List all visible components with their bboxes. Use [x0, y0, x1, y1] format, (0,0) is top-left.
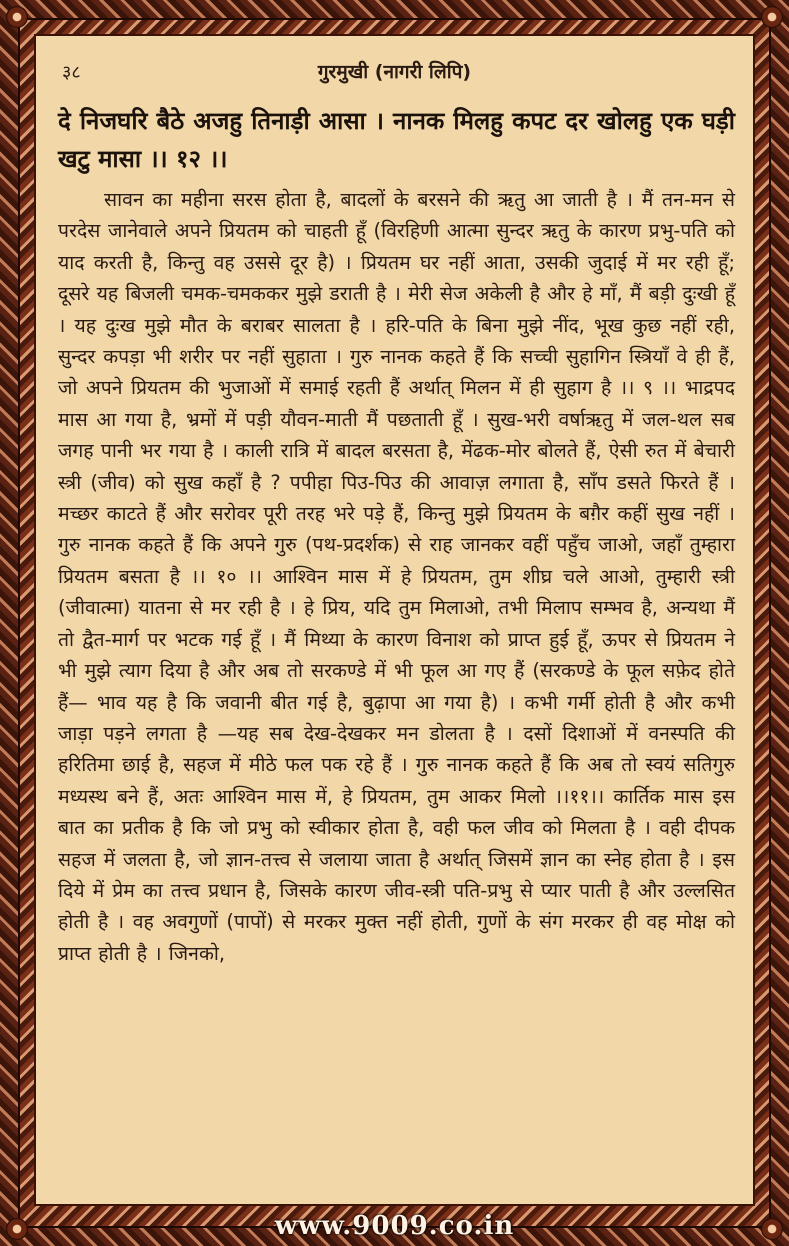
footer [0, 1206, 789, 1246]
corner-ornament-icon [761, 6, 783, 28]
page-paper [34, 34, 755, 1206]
running-head: गुरमुखी (नागरी लिपि) [317, 61, 472, 83]
corner-ornament-icon [6, 6, 28, 28]
footer-url-link[interactable]: www.9009.co.in [274, 1211, 515, 1241]
body-paragraph: सावन का महीना सरस होता है, बादलों के बरसने की ऋतु आ जाती है । मैं तन-मन से परदेस जानेवाले अपने प्रियतम को चाहती हूँ (विरहिणी आत्मा सुन्दर ऋतु के कारण प्रभु-पति को याद करती है, किन्तु वह उससे दूर है) । प्रियतम घर नहीं आता, उसकी जुदाई में मर रही हूँ; दूसरे यह बिजली चमक-चमककर मुझे डराती है । मेरी सेज अकेली है और हे माँ, मैं बड़ी दुःखी हूँ । यह दुःख मुझे मौत के बराबर सालता है । हरि-पति के बिना मुझे नींद, भूख कुछ नहीं रही, सुन्दर कपड़ा भी शरीर पर नहीं सुहाता । गुरु नानक कहते हैं कि सच्ची सुहागिन स्त्रियाँ वे ही हैं, जो अपने प्रियतम की भुजाओं में समाई रहती हैं अर्थात् मिलन में ही सुहाग है ।। ९ ।। भाद्रपद मास आ गया है, भ्रमों में पड़ी यौवन-माती मैं पछताती हूँ । सुख-भरी वर्षाऋतु में जल-थल सब जगह पानी भर गया है । काली रात्रि में बादल बरसता है, मेंढक-मोर बोलते हैं, ऐसी रुत में बेचारी स्त्री (जीव) को सुख कहाँ है ? पपीहा पिउ-पिउ की आवाज़ लगाता है, साँप डसते फिरते हैं । मच्छर काटते हैं और सरोवर पूरी तरह भरे पड़े हैं, किन्तु मुझे प्रियतम के बग़ैर कहीं सुख नहीं । गुरु नानक कहते हैं कि अपने गुरु (पथ-प्रदर्शक) से राह जानकर वहीं पहुँच जाओ, जहाँ तुम्हारा प्रियतम बसता है ।। १० ।। आश्विन मास में हे प्रियतम, तुम शीघ्र चले आओ, तुम्हारी स्त्री (जीवात्मा) यातना से मर रही है । हे प्रिय, यदि तुम मिलाओ, तभी मिलाप सम्भव है, अन्यथा मैं तो द्वैत-मार्ग पर भटक गई हूँ । मैं मिथ्या के कारण विनाश को प्राप्त हुई हूँ, ऊपर से प्रियतम ने भी मुझे त्याग दिया है और अब तो सरकण्डे में भी फूल आ गए हैं (सरकण्डे के फूल सफ़ेद होते हैं— भाव यह है कि जवानी बीत गई है, बुढ़ापा आ गया है) । कभी गर्मी होती है और कभी जाड़ा पड़ने लगता है —यह सब देख-देखकर मन डोलता है । दसों दिशाओं में वनस्पति की हरितिमा छाई है, सहज में मीठे फल पक रहे हैं । गुरु नानक कहते हैं कि अब तो स्वयं सतिगुरु मध्यस्थ बने हैं, अतः आश्विन मास में, हे प्रियतम, तुम आकर मिलो ।।११।। कार्तिक मास इस बात का प्रतीक है कि जो प्रभु को स्वीकार होता है, वही फल जीव को मिलता है । वही दीपक सहज में जलता है, जो ज्ञान-तत्त्व से जलाया जाता है अर्थात् जिसमें ज्ञान का स्नेह होता है । इस दिये में प्रेम का तत्त्व प्रधान है, जिसके कारण जीव-स्त्री पति-प्रभु से प्यार पाती है और उल्लसित होती है । वह अवगुणों (पापों) से मरकर मुक्त नहीं होती, गुणों के संग मरकर ही वह मोक्ष को प्राप्त होती है । जिनको, [58, 188, 735, 965]
page-number: ३८ [62, 62, 81, 83]
verse-text: दे निजघरि बैठे अजहु तिनाड़ी आसा । नानक मिलहु कपट दर खोलहु एक घड़ी खटु मासा ।। १२ ।। [58, 107, 735, 173]
